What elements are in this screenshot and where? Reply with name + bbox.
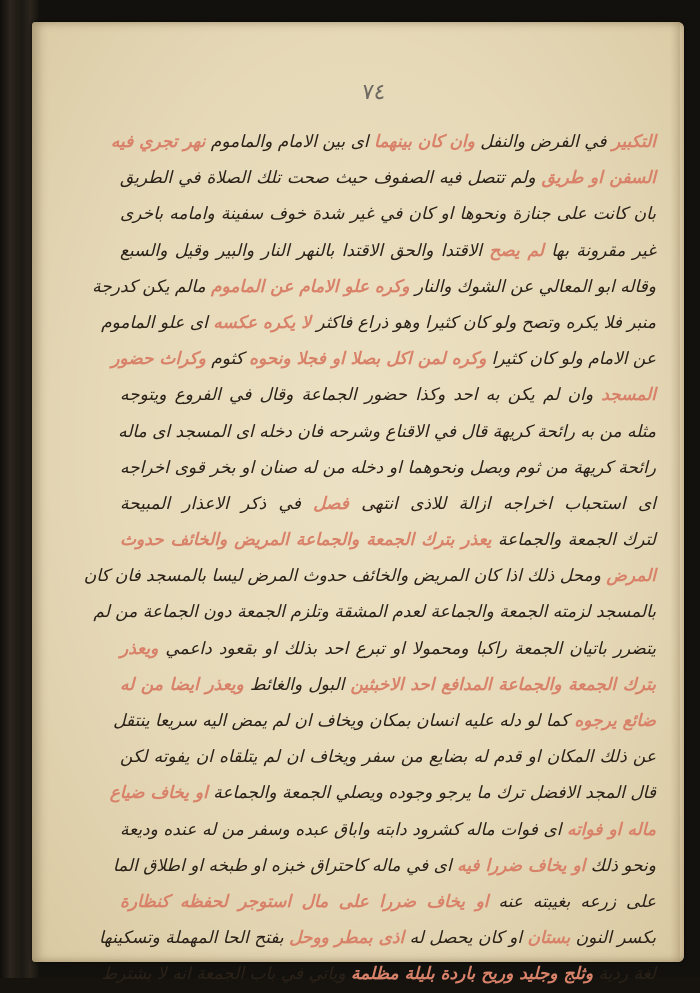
body-text: البول والغائط	[243, 674, 351, 695]
manuscript-line	[99, 920, 656, 956]
manuscript-line	[120, 450, 656, 486]
folio-number: ٧٤	[360, 80, 387, 105]
rubric-text: ويعذر	[120, 638, 159, 659]
body-text: مالم يكن كدرجة	[92, 276, 212, 297]
body-text: وقاله ابو المعالي عن الشوك والنار	[409, 276, 656, 297]
body-text: بفتح الحا المهملة وتسكينها	[99, 928, 290, 949]
rubric-text: ماله او فواته	[566, 819, 657, 840]
body-text: على زرعه بغيبته عنه	[488, 891, 656, 912]
body-text: الاقتدا والحق الاقتدا بالنهر النار والبير وقيل والسبع	[120, 240, 490, 261]
body-text: ومحل ذلك اذا كان المريض والخائف حدوث المرض ليسا بالمسجد فان كان	[83, 566, 607, 587]
body-text: اى في ماله كاحتراق خبزه او طبخه او اطلاق الما	[112, 855, 458, 876]
manuscript-line	[120, 739, 656, 775]
manuscript-line	[120, 884, 656, 920]
manuscript-page	[32, 22, 684, 985]
rubric-text: السفن او طريق	[541, 168, 656, 189]
rubric-text: وكراث حضور	[111, 349, 206, 370]
body-text: اى فوات ماله كشرود دابته واباق عبده وسفر من له عنده وديعة	[120, 819, 567, 840]
body-text: بان كانت على جنازة ونحوها او كان في غير شدة خوف سفينة وامامه باخرى	[120, 204, 656, 225]
manuscript-line	[120, 486, 656, 522]
manuscript-line	[112, 848, 656, 884]
rubric-text: المسجد	[601, 385, 656, 406]
body-text: ونحو ذلك	[585, 855, 656, 876]
manuscript-line	[120, 233, 656, 269]
body-text: او كان يحصل له	[404, 928, 528, 949]
rubric-text: التكبير	[611, 132, 656, 152]
body-text: وان لم يكن به احد وكذا حضور الجماعة وقال في الفروع ويتوجه	[120, 385, 602, 406]
manuscript-line	[111, 341, 656, 377]
manuscript-line	[109, 775, 656, 811]
rubric-text: وكره علو الامام عن الماموم	[211, 276, 410, 297]
manuscript-line	[92, 269, 656, 305]
manuscript-line	[120, 812, 656, 848]
manuscript-line	[120, 631, 656, 667]
rubric-text: بستان	[527, 928, 571, 949]
manuscript-line	[120, 196, 656, 232]
body-text: عن ذلك المكان او قدم له بضايع من سفر ويخاف ان لم يتلقاه ان يفوته لكن	[120, 747, 656, 768]
manuscript-line	[110, 124, 656, 160]
body-text: رائحة كريهة من ثوم وبصل ونحوهما او دخله من له صنان او بخر قوى اخراجه	[120, 457, 656, 478]
body-text: كثوم	[205, 349, 250, 370]
body-text: يتضرر باتيان الجمعة راكبا ومحمولا او تبرع احد بذلك او بقعود داعمي	[158, 638, 656, 659]
rubric-text: لا يكره عكسه	[213, 312, 311, 333]
rubric-text: او يخاف ضررا فيه	[457, 855, 586, 876]
body-text: بالمسجد لزمته الجمعة والجماعة لعدم المشقة وتلزم الجمعة دون الجماعة من لم	[93, 602, 656, 623]
body-text: لترك الجمعة والجماعة	[491, 530, 656, 551]
manuscript-line	[120, 414, 656, 450]
body-text: اى استحباب اخراجه ازالة للاذى انتهى	[348, 493, 656, 514]
rubric-text: ويعذر ايضا من له	[120, 674, 244, 695]
manuscript-line	[120, 377, 656, 413]
body-text: في الفرض والنفل	[474, 132, 612, 152]
rubric-text: المرض	[606, 566, 656, 587]
body-text: اى علو الماموم	[101, 312, 214, 333]
body-text: مثله من به رائحة كريهة قال في الاقناع وشرحه فان دخله اى المسجد اى ماله	[118, 421, 656, 442]
body-text: في ذكر الاعذار المبيحة	[120, 493, 314, 514]
rubric-text: اذى بمطر ووحل	[289, 928, 405, 949]
body-text: ولم تتصل فيه الصفوف حيث صحت تلك الصلاة في الطريق	[120, 168, 542, 189]
manuscript-line	[120, 667, 656, 703]
body-text: لغة ردية	[593, 964, 656, 985]
body-text: قال المجد الافضل ترك ما يرجو وجوده ويصلي الجمعة والجماعة	[207, 783, 656, 804]
rubric-text: او يخاف ضررا على مال استوجر لحفظه كنظارة	[120, 891, 489, 912]
rubric-text: يعذر بترك الجمعة والجماعة المريض والخائف حدوث	[120, 530, 492, 551]
rubric-text: وان كان بينهما	[374, 132, 475, 152]
body-text: كما لو دله عليه انسان بمكان ويخاف ان لم يمض اليه سريعا ينتقل	[113, 711, 575, 731]
manuscript-line	[120, 522, 656, 558]
manuscript-line	[120, 160, 656, 196]
rubric-text: او يخاف ضياع	[109, 783, 208, 804]
rubric-text: نهر تجري فيه	[110, 132, 206, 152]
rubric-text: ضائع يرجوه	[574, 711, 656, 731]
body-text: وياتي في باب الجمعة انه لا يشترط	[101, 964, 351, 985]
body-text: اى بين الامام والماموم	[205, 132, 375, 152]
manuscript-line	[83, 558, 656, 594]
body-text: منبر فلا يكره وتصح ولو كان كثيرا وهو ذراع فاكثر	[310, 312, 656, 333]
rubric-text: وثلج وجليد وريح باردة بليلة مظلمة	[350, 964, 594, 985]
rubric-text: لم يصح	[489, 240, 544, 261]
body-text: بكسر النون	[570, 928, 656, 949]
manuscript-line	[113, 703, 656, 739]
rubric-text: بترك الجمعة والجماعة المدافع احد الاخبثين	[350, 674, 656, 695]
rubric-text: فصل	[313, 493, 349, 514]
manuscript-line	[101, 956, 656, 992]
manuscript-line	[93, 594, 656, 630]
manuscript-line	[101, 305, 656, 341]
body-text: غير مقرونة بها	[543, 240, 657, 261]
rubric-text: وكره لمن اكل بصلا او فجلا ونحوه	[249, 349, 487, 370]
body-text: عن الامام ولو كان كثيرا	[486, 349, 656, 370]
manuscript-text-block	[83, 124, 657, 993]
